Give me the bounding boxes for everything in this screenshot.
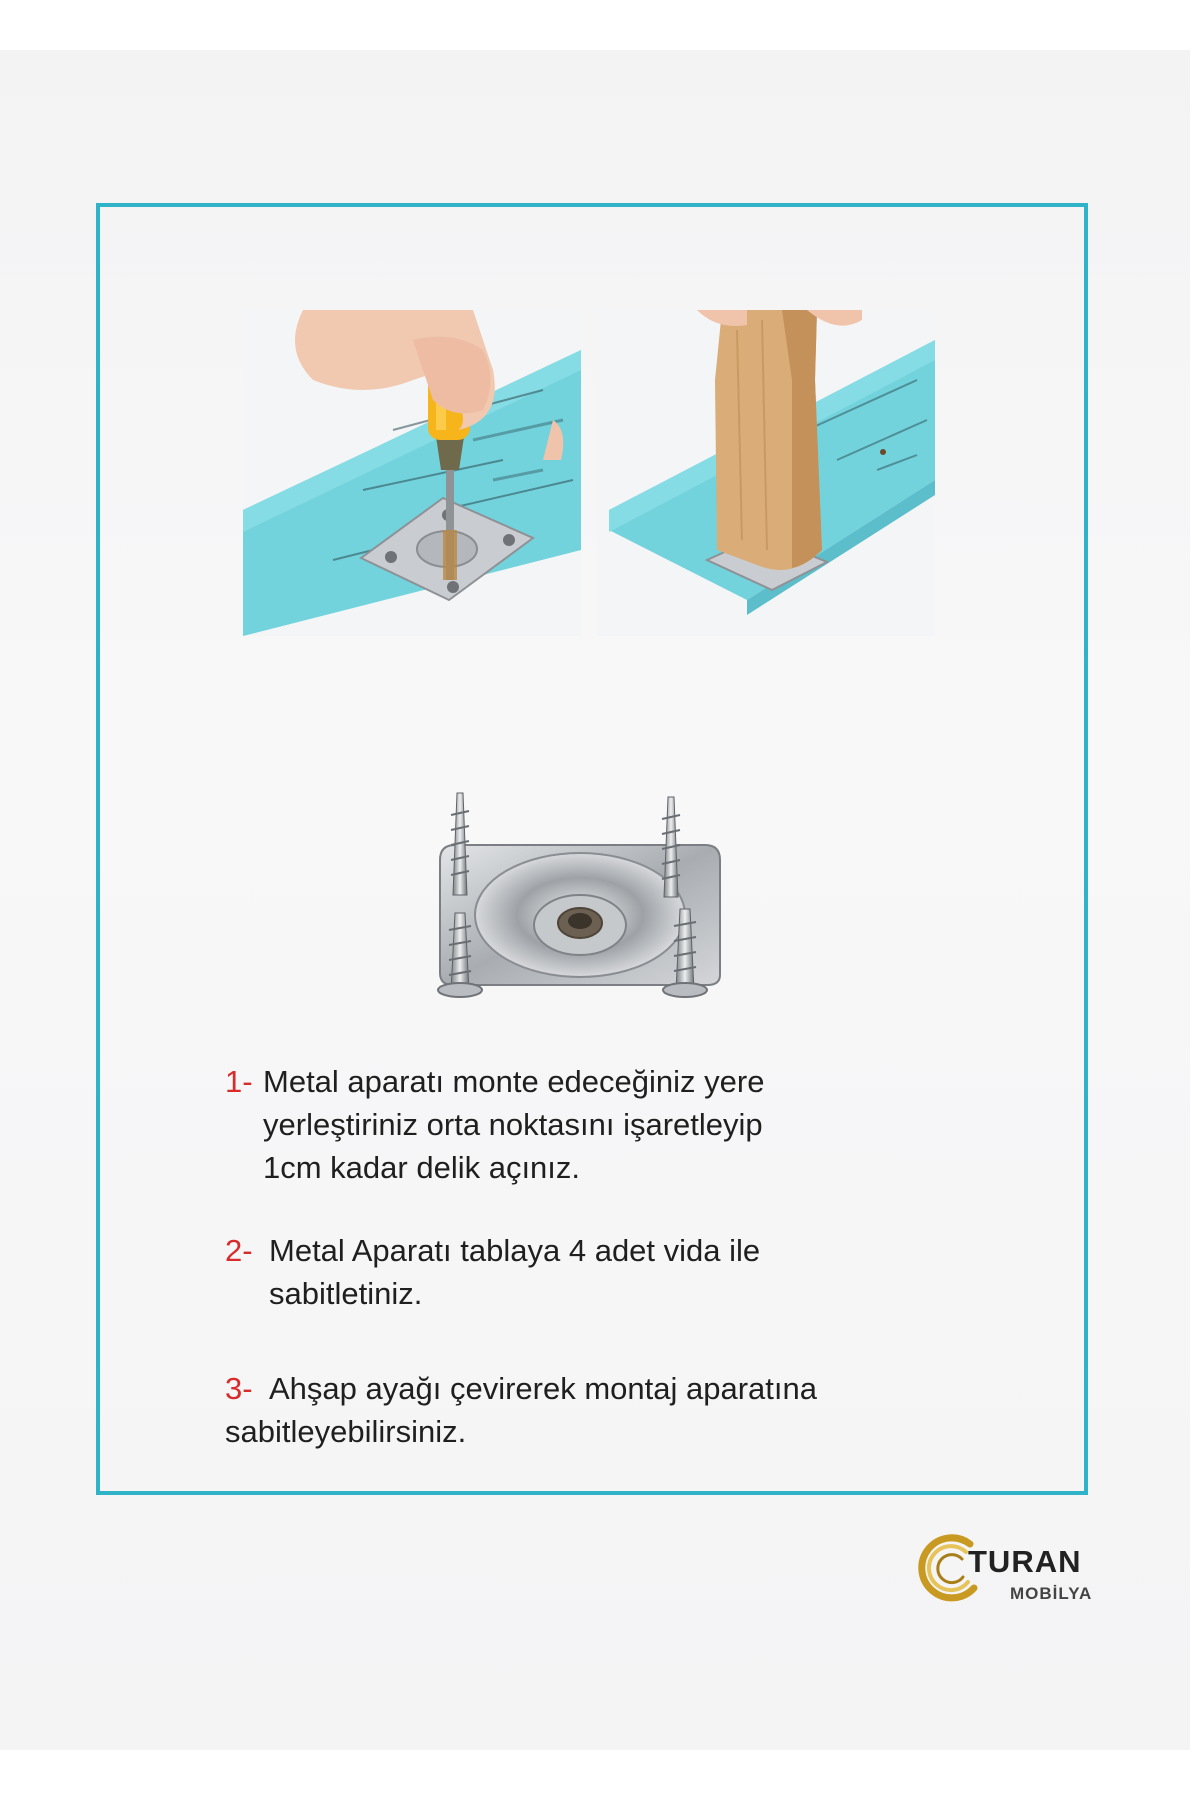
- turan-mobilya-logo: [918, 1532, 1098, 1608]
- step-1: [225, 1060, 925, 1189]
- logo-brand-text: TURAN: [968, 1544, 1082, 1579]
- step-1-number: 1-: [225, 1064, 253, 1099]
- step-2-number: 2-: [225, 1233, 253, 1268]
- screwdriver-photo-illustration: [243, 310, 581, 636]
- step-2-text: Metal Aparatı tablaya 4 adet vida ile sabitletiniz.: [269, 1233, 761, 1311]
- step-3-number: 3-: [225, 1371, 253, 1406]
- step-2: [225, 1229, 925, 1315]
- photo-screwdriver-step: [243, 310, 581, 636]
- step-1-text: Metal aparatı monte edeceğiniz yere yerleştiriniz orta noktasını işaretleyip 1cm kadar delik açınız.: [263, 1064, 765, 1185]
- metal-mounting-plate-image: [415, 785, 735, 1000]
- step-3: [225, 1367, 925, 1453]
- logo-subtitle-text: MOBİLYA: [1010, 1584, 1093, 1603]
- wooden-leg-photo-illustration: [597, 310, 935, 636]
- photo-wooden-leg-step: [597, 310, 935, 636]
- instruction-steps: [225, 1060, 925, 1453]
- step-3-text: Ahşap ayağı çevirerek montaj aparatına sabitleyebilirsiniz.: [225, 1371, 817, 1449]
